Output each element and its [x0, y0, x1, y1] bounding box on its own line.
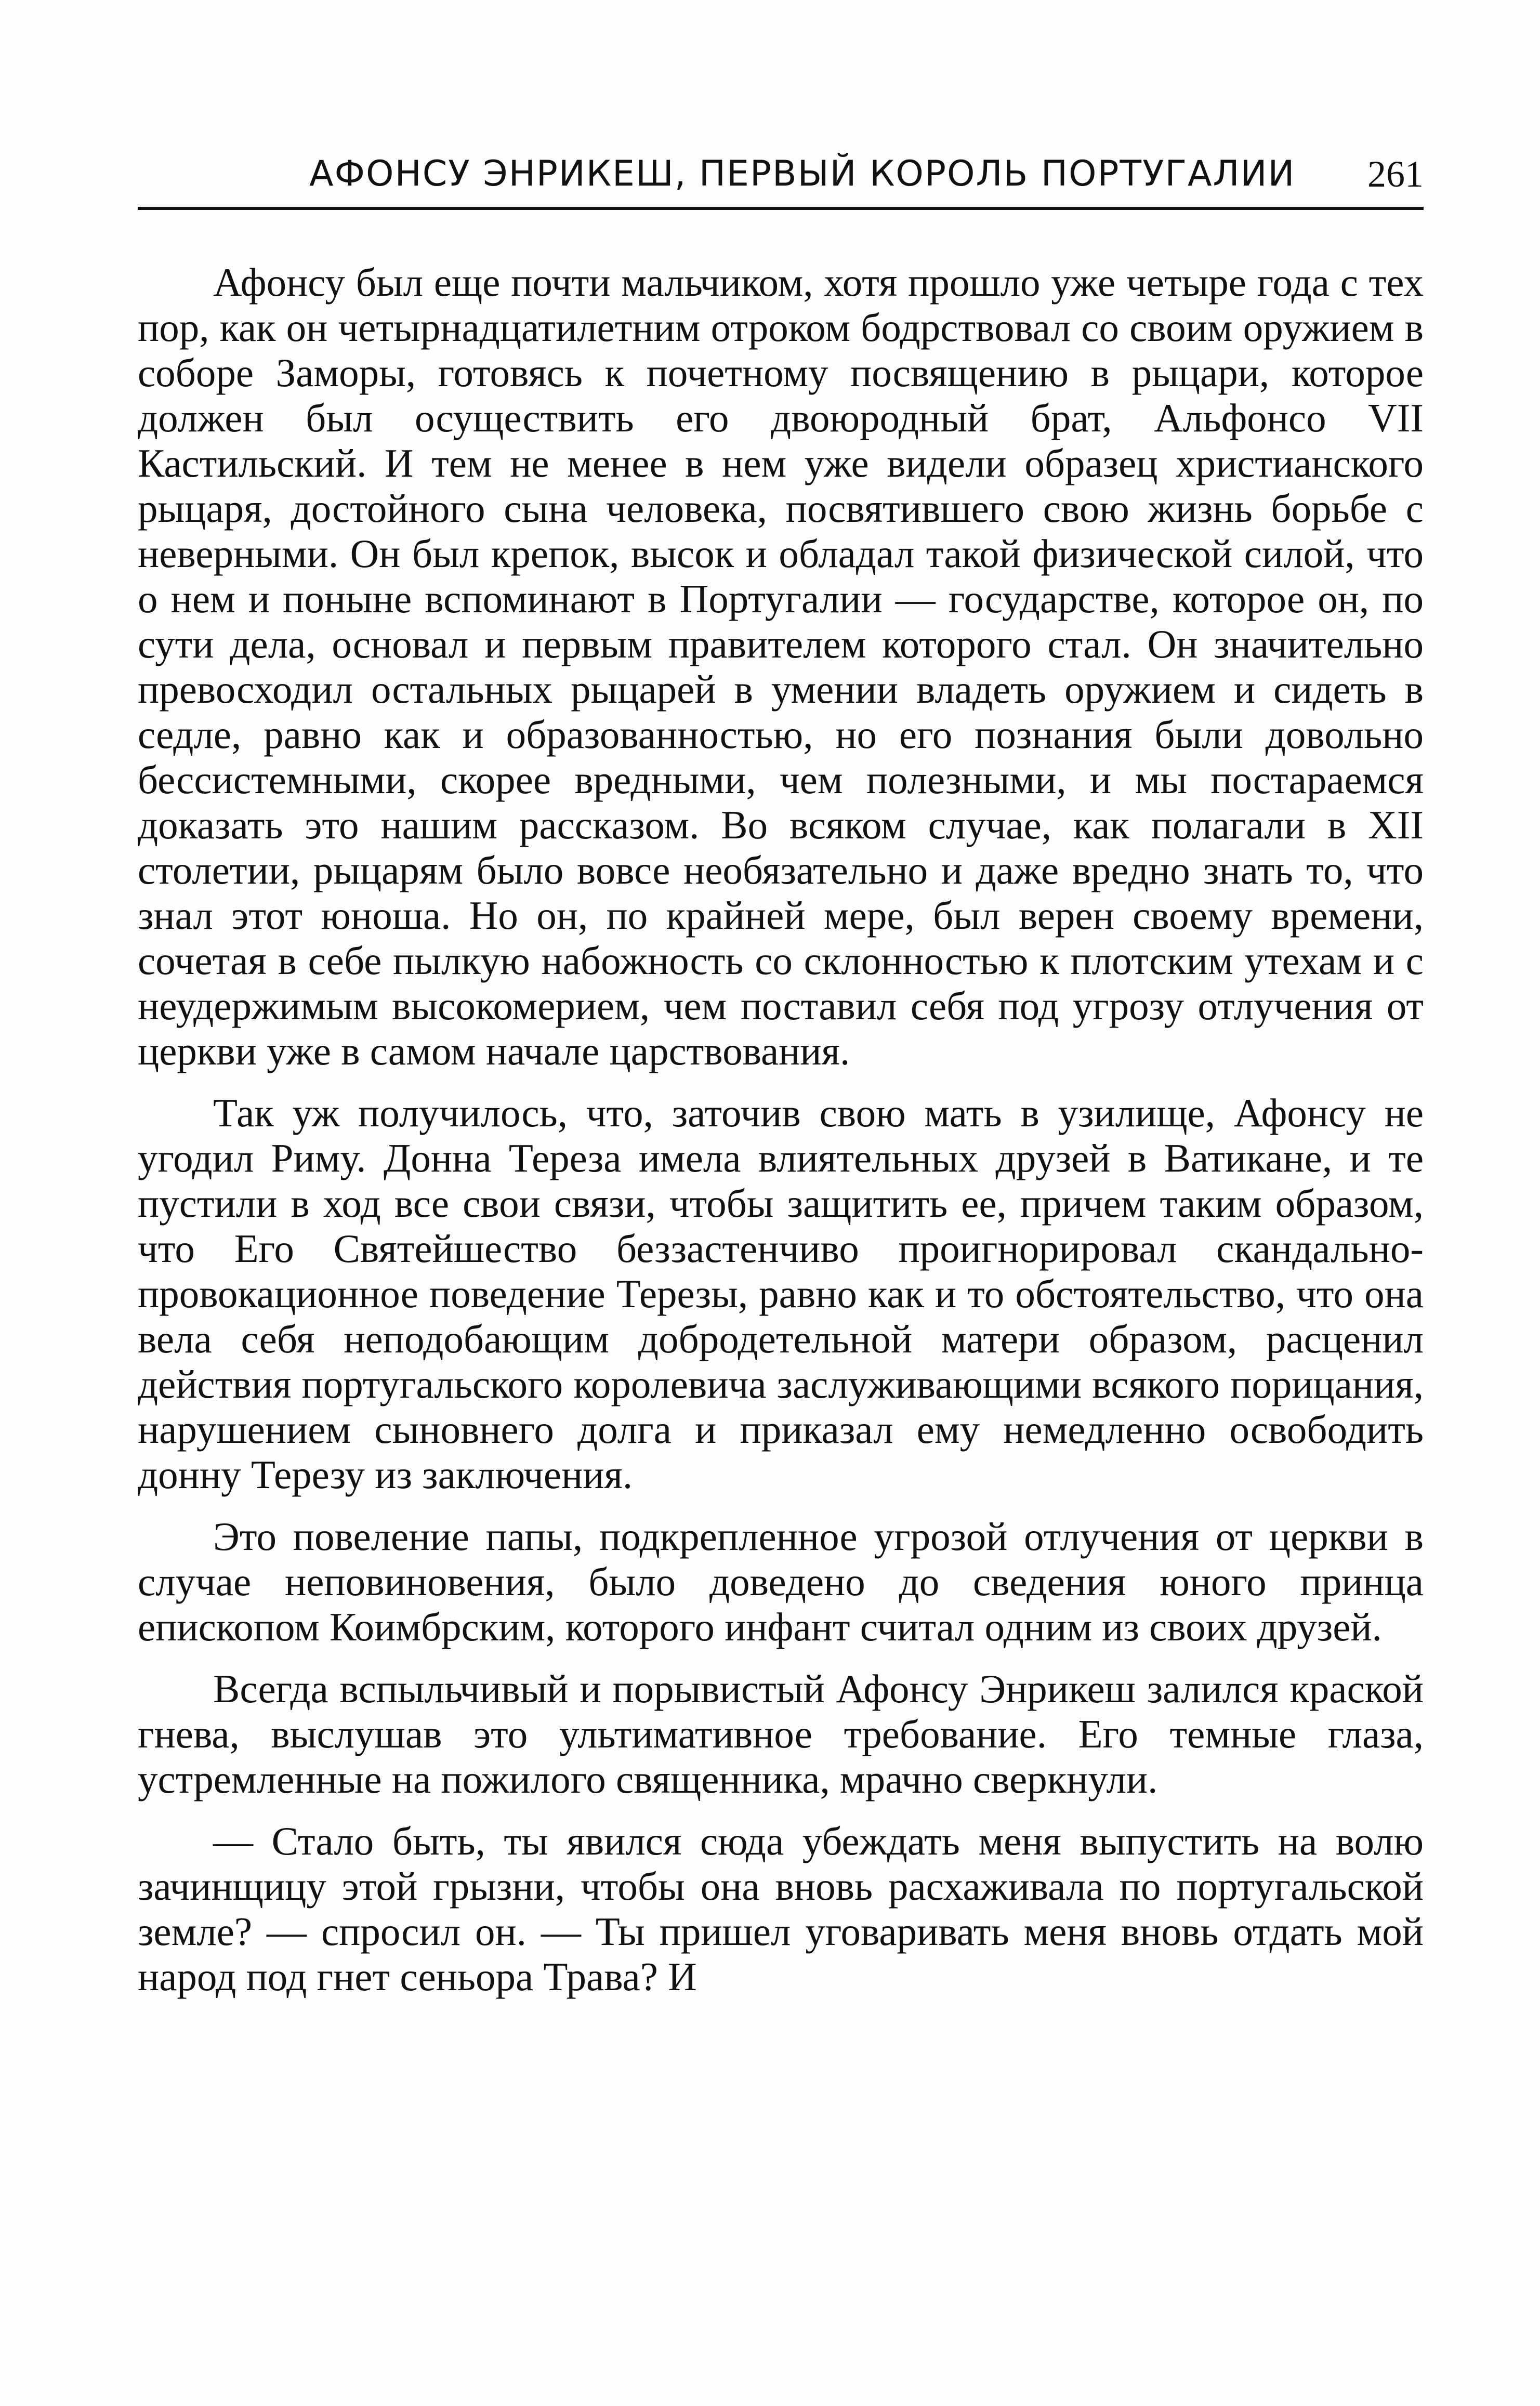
header-rule	[138, 207, 1424, 210]
paragraph: Это повеление папы, подкрепленное угрозой отлучения от церкви в случае неповиновения, было доведено до сведения юного принца епископом Коимбрским, которого инфант считал одним из своих друзей.	[138, 1514, 1424, 1649]
paragraph: Так уж получилось, что, заточив свою мать в узилище, Афонсу не угодил Риму. Донна Тереза имела влиятельных друзей в Ватикане, и те пустили в ход все свои связи, чтобы защитить ее, причем таким образом, что Его Святейшество беззастенчиво проигнорировал скандально-провокационное поведение Терезы, равно как и то обстоятельство, что она вела себя неподобающим добродетельной матери образом, расценил действия португальского королевича заслуживающими всякого порицания, нарушением сыновнего долга и приказал ему немедленно освободить донну Терезу из заключения.	[138, 1090, 1424, 1497]
running-title: АФОНСУ ЭНРИКЕШ, ПЕРВЫЙ КОРОЛЬ ПОРТУГАЛИИ	[309, 153, 1296, 194]
paragraph: Всегда вспыльчивый и порывистый Афонсу Энрикеш залился краской гнева, выслушав это ультимативное требование. Его темные глаза, устремленные на пожилого священника, мрачно сверкнули.	[138, 1666, 1424, 1802]
paragraph: Афонсу был еще почти мальчиком, хотя прошло уже четыре года с тех пор, как он четырнадцатилетним отроком бодрствовал со своим оружием в соборе Заморы, готовясь к почетному посвящению в рыцари, которое должен был осуществить его двоюродный брат, Альфонсо VII Кастильский. И тем не менее в нем уже видели образец христианского рыцаря, достойного сына человека, посвятившего свою жизнь борьбе с неверными. Он был крепок, высок и обладал такой физической силой, что о нем и поныне вспоминают в Португалии — государстве, которое он, по сути дела, основал и первым правителем которого стал. Он значительно превосходил остальных рыцарей в умении владеть оружием и сидеть в седле, равно как и образованностью, но его познания были довольно бессистемными, скорее вредными, чем полезными, и мы постараемся доказать это нашим рассказом. Во всяком случае, как полагали в XII столетии, рыцарям было вовсе необязательно и даже вредно знать то, что знал этот юноша. Но он, по крайней мере, был верен своему времени, сочетая в себе пылкую набожность со склонностью к плотским утехам и с неудержимым высокомерием, чем поставил себя под угрозу отлучения от церкви уже в самом начале царствования.	[138, 260, 1424, 1073]
main-text	[138, 260, 1424, 2016]
paragraph: — Стало быть, ты явился сюда убеждать меня выпустить на волю зачинщицу этой грызни, чтобы она вновь расхаживала по португальской земле? — спросил он. — Ты пришел уговаривать меня вновь отдать мой народ под гнет сеньора Трава? И	[138, 1819, 1424, 1999]
running-header	[138, 144, 1424, 202]
page-number: 261	[1367, 153, 1424, 195]
